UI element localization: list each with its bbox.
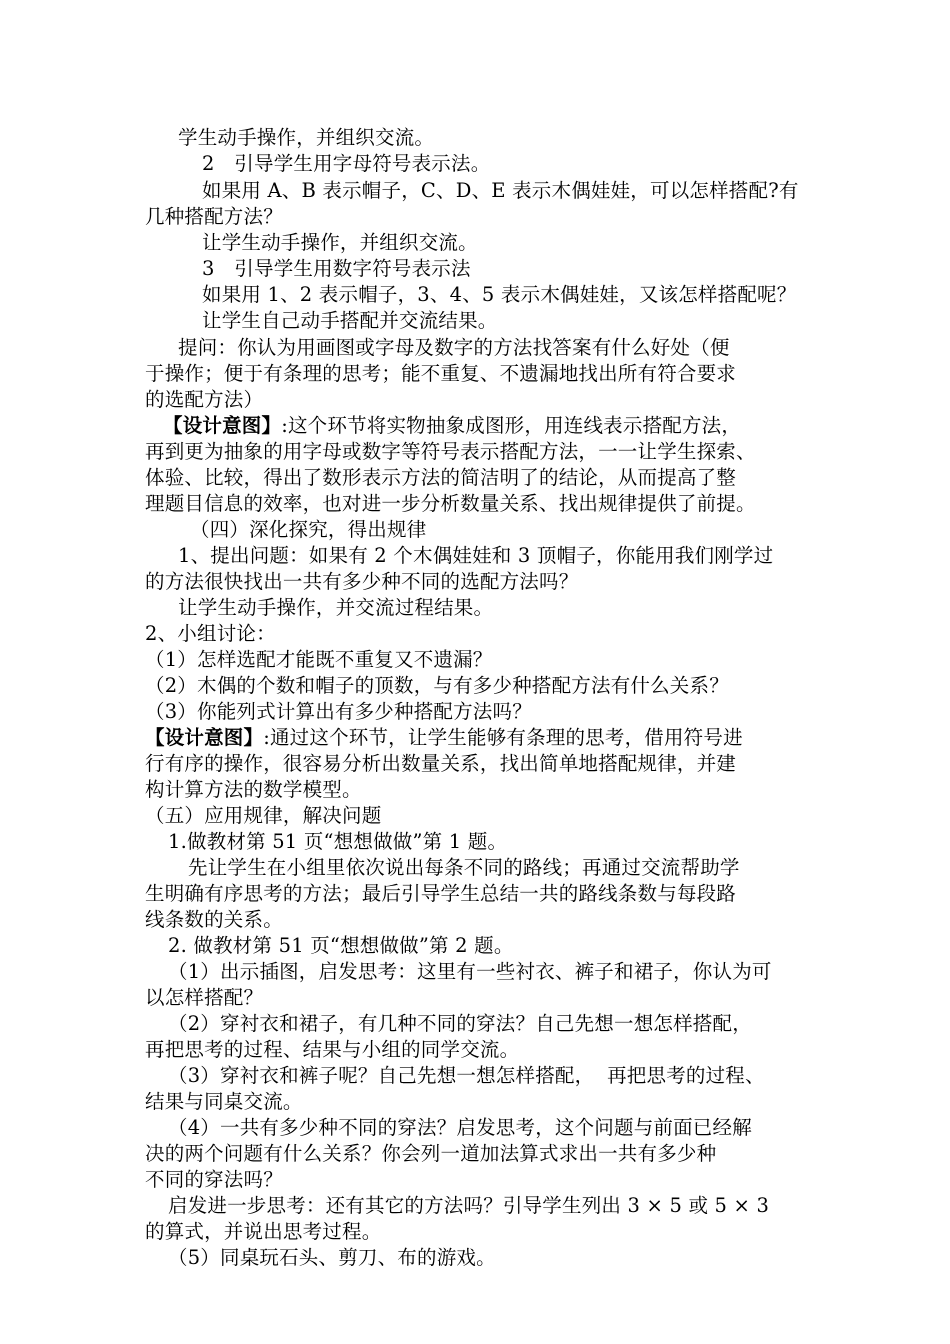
text-line: 再把思考的过程、结果与小组的同学交流。 — [145, 1038, 520, 1061]
text-line: 让学生动手操作，并交流过程结果。 — [178, 596, 494, 619]
text-line: （2）木偶的个数和帽子的顶数，与有多少种搭配方法有什么关系？ — [145, 674, 729, 697]
text-line: 以怎样搭配？ — [145, 986, 264, 1009]
text-line: （3）穿衬衣和裤子呢？自己先想一想怎样搭配， 再把思考的过程、 — [168, 1064, 765, 1087]
text-line: 3 引导学生用数字符号表示法 — [202, 257, 471, 280]
design-intent-label: 【设计意图】 — [145, 726, 264, 749]
text-line: 2. 做教材第 51 页“想想做做”第 2 题。 — [168, 934, 514, 957]
text-line: 提问：你认为用画图或字母及数字的方法找答案有什么好处（便 — [178, 336, 730, 359]
text-line: 几种搭配方法？ — [145, 205, 283, 228]
text-line: 于操作；便于有条理的思考；能不重复、不遗漏地找出所有符合要求 — [145, 362, 737, 385]
text-line: 体验、比较，得出了数形表示方法的简洁明了的结论，从而提高了整 — [145, 466, 737, 489]
text-line: 不同的穿法吗？ — [145, 1168, 283, 1191]
text-line: 启发进一步思考：还有其它的方法吗？引导学生列出 3 × 5 或 5 × 3 — [168, 1194, 770, 1217]
text-line: （3）你能列式计算出有多少种搭配方法吗？ — [145, 700, 532, 723]
design-intent-line — [163, 413, 741, 439]
text-line: 1、提出问题：如果有 2 个木偶娃娃和 3 顶帽子，你能用我们刚学过 — [178, 544, 774, 567]
text-line: 先让学生在小组里依次说出每条不同的路线；再通过交流帮助学 — [188, 856, 740, 879]
text-line: （1）出示插图，启发思考：这里有一些衬衣、裤子和裙子，你认为可 — [168, 960, 772, 983]
design-intent-line — [145, 725, 743, 751]
text-line: 2 引导学生用字母符号表示法。 — [202, 152, 491, 175]
text-line: （5）同桌玩石头、剪刀、布的游戏。 — [168, 1246, 496, 1269]
design-intent-label: 【设计意图】 — [163, 414, 282, 437]
text-line: 理题目信息的效率，也对进一步分析数量关系、找出规律提供了前提。 — [145, 492, 756, 515]
design-intent-text: :通过这个环节，让学生能够有条理的思考，借用符号进 — [263, 726, 743, 749]
text-line: （1）怎样选配才能既不重复又不遗漏？ — [145, 648, 493, 671]
text-line: 2、小组讨论： — [145, 622, 276, 645]
text-line: （2）穿衬衣和裙子，有几种不同的穿法？自己先想一想怎样搭配， — [168, 1012, 752, 1035]
text-line: 的算式，并说出思考过程。 — [145, 1220, 382, 1243]
text-line: 结果与同桌交流。 — [145, 1090, 303, 1113]
text-line: 如果用 1、2 表示帽子，3、4、5 表示木偶娃娃，又该怎样搭配呢？ — [202, 283, 797, 306]
text-line: 的方法很快找出一共有多少种不同的选配方法吗？ — [145, 570, 579, 593]
text-line: 1.做教材第 51 页“想想做做”第 1 题。 — [168, 830, 508, 853]
text-line: 行有序的操作，很容易分析出数量关系，找出简单地搭配规律，并建 — [145, 752, 737, 775]
text-line: 构计算方法的数学模型。 — [145, 778, 362, 801]
text-line: （4）一共有多少种不同的穿法？启发思考，这个问题与前面已经解 — [168, 1116, 752, 1139]
text-line: 让学生动手操作，并组织交流。 — [202, 231, 478, 254]
section-heading: （四）深化探究，得出规律 — [190, 518, 427, 541]
design-intent-text: :这个环节将实物抽象成图形，用连线表示搭配方法， — [281, 414, 742, 437]
text-line: 学生动手操作，并组织交流。 — [178, 126, 435, 149]
text-line: 让学生自己动手搭配并交流结果。 — [202, 309, 498, 332]
text-line: 如果用 A、B 表示帽子，C、D、E 表示木偶娃娃，可以怎样搭配?有 — [202, 179, 799, 202]
text-line: 的选配方法） — [145, 388, 264, 411]
text-line: 生明确有序思考的方法；最后引导学生总结一共的路线条数与每段路 — [145, 882, 737, 905]
text-line: 决的两个问题有什么关系？你会列一道加法算式求出一共有多少种 — [145, 1142, 717, 1165]
text-line: 线条数的关系。 — [145, 908, 283, 931]
text-line: 再到更为抽象的用字母或数字等符号表示搭配方法，一一让学生探索、 — [145, 440, 756, 463]
section-heading: （五）应用规律，解决问题 — [145, 804, 382, 827]
